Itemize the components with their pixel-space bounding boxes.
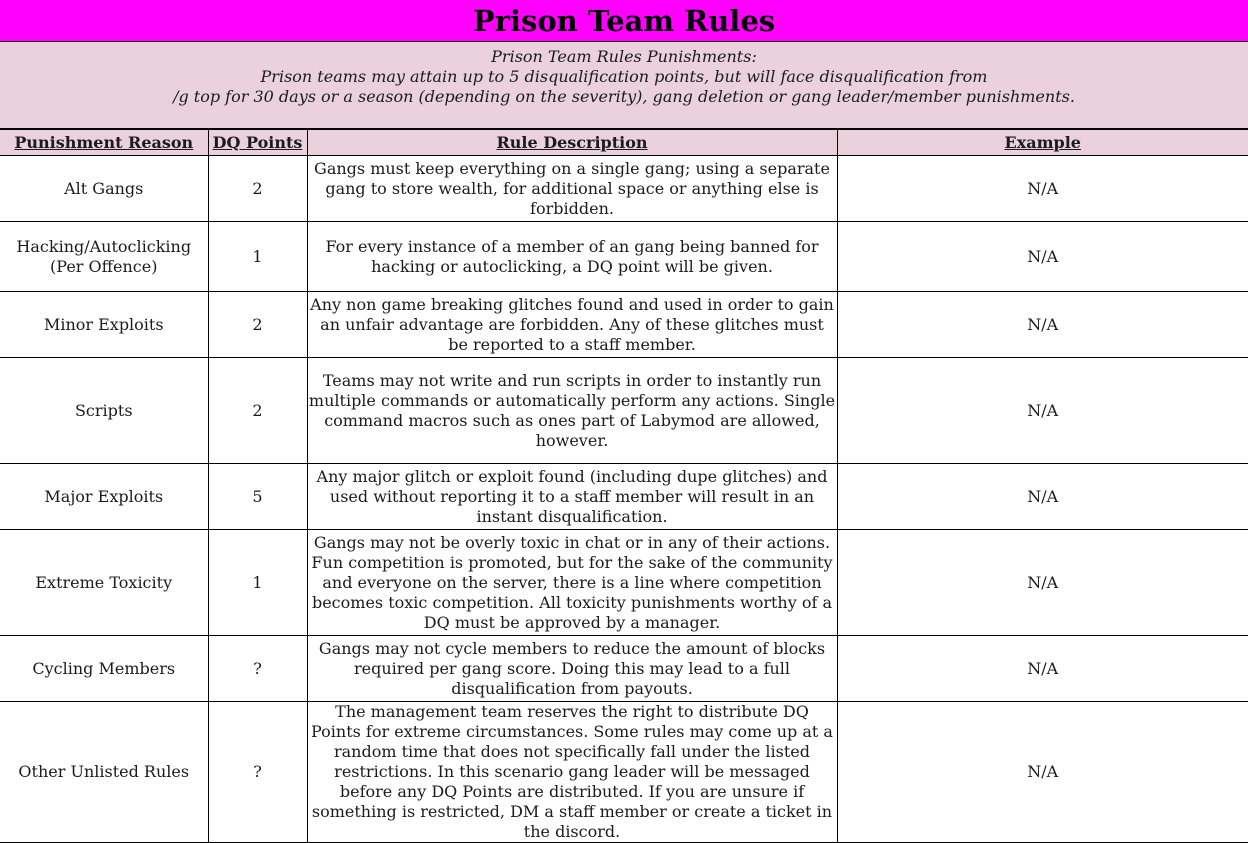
reason-cell[interactable]: Major Exploits — [0, 464, 208, 530]
points-cell[interactable]: 2 — [208, 292, 307, 358]
sheet-title-cell[interactable] — [0, 0, 1248, 42]
reason-cell[interactable]: Minor Exploits — [0, 292, 208, 358]
points-cell[interactable]: 5 — [208, 464, 307, 530]
table-row — [0, 292, 1248, 358]
example-cell[interactable]: N/A — [837, 156, 1248, 222]
example-cell[interactable]: N/A — [837, 530, 1248, 636]
punishments-notice-cell[interactable] — [0, 42, 1248, 129]
description-cell[interactable]: Any non game breaking glitches found and used in order to gain an unfair advantage are forbidden. Any of these glitches must be reported to a staff member. — [307, 292, 837, 358]
reason-cell[interactable]: Extreme Toxicity — [0, 530, 208, 636]
rules-table — [0, 129, 1248, 843]
sheet-title: Prison Team Rules — [472, 3, 776, 38]
reason-cell[interactable]: Hacking/Autoclicking (Per Offence) — [0, 222, 208, 292]
notice-line-1: Prison Team Rules Punishments: — [491, 47, 757, 66]
example-cell[interactable]: N/A — [837, 702, 1248, 843]
description-cell[interactable]: Teams may not write and run scripts in order to instantly run multiple commands or automatically perform any actions. Single command macros such as ones part of Labymod are allowed, however. — [307, 358, 837, 464]
reason-cell[interactable]: Other Unlisted Rules — [0, 702, 208, 843]
description-cell[interactable]: Gangs may not cycle members to reduce the amount of blocks required per gang score. Doing this may lead to a full disqualification from payouts. — [307, 636, 837, 702]
example-cell[interactable]: N/A — [837, 464, 1248, 530]
table-row — [0, 702, 1248, 843]
points-cell[interactable]: ? — [208, 702, 307, 843]
description-cell[interactable]: Gangs must keep everything on a single gang; using a separate gang to store wealth, for additional space or anything else is forbidden. — [307, 156, 837, 222]
description-cell[interactable]: For every instance of a member of an gang being banned for hacking or autoclicking, a DQ point will be given. — [307, 222, 837, 292]
header-dq-points[interactable]: DQ Points — [208, 130, 307, 156]
description-cell[interactable]: Gangs may not be overly toxic in chat or in any of their actions. Fun competition is promoted, but for the sake of the community and everyone on the server, there is a line where competition becomes toxic competition. All toxicity punishments worthy of a DQ must be approved by a manager. — [307, 530, 837, 636]
header-punishment-reason[interactable]: Punishment Reason — [0, 130, 208, 156]
reason-cell[interactable]: Alt Gangs — [0, 156, 208, 222]
table-row — [0, 636, 1248, 702]
table-row — [0, 156, 1248, 222]
table-row — [0, 358, 1248, 464]
points-cell[interactable]: ? — [208, 636, 307, 702]
header-row — [0, 130, 1248, 156]
header-example[interactable]: Example — [837, 130, 1248, 156]
example-cell[interactable]: N/A — [837, 222, 1248, 292]
points-cell[interactable]: 2 — [208, 156, 307, 222]
points-cell[interactable]: 2 — [208, 358, 307, 464]
table-row — [0, 530, 1248, 636]
example-cell[interactable]: N/A — [837, 636, 1248, 702]
reason-cell[interactable]: Cycling Members — [0, 636, 208, 702]
points-cell[interactable]: 1 — [208, 530, 307, 636]
table-row — [0, 464, 1248, 530]
example-cell[interactable]: N/A — [837, 358, 1248, 464]
example-cell[interactable]: N/A — [837, 292, 1248, 358]
header-rule-description[interactable]: Rule Description — [307, 130, 837, 156]
description-cell[interactable]: The management team reserves the right to distribute DQ Points for extreme circumstances. Some rules may come up at a random time that does not specifically fall under the listed restrictions. In this scenario gang leader will be messaged before any DQ Points are distributed. If you are unsure if something is restricted, DM a staff member or create a ticket in the discord. — [307, 702, 837, 843]
points-cell[interactable]: 1 — [208, 222, 307, 292]
notice-line-3: /g top for 30 days or a season (depending on the severity), gang deletion or gang leader/member punishments. — [173, 87, 1075, 106]
table-row — [0, 222, 1248, 292]
reason-cell[interactable]: Scripts — [0, 358, 208, 464]
notice-line-2: Prison teams may attain up to 5 disqualification points, but will face disqualification from — [260, 67, 988, 86]
description-cell[interactable]: Any major glitch or exploit found (including dupe glitches) and used without reporting it to a staff member will result in an instant disqualification. — [307, 464, 837, 530]
